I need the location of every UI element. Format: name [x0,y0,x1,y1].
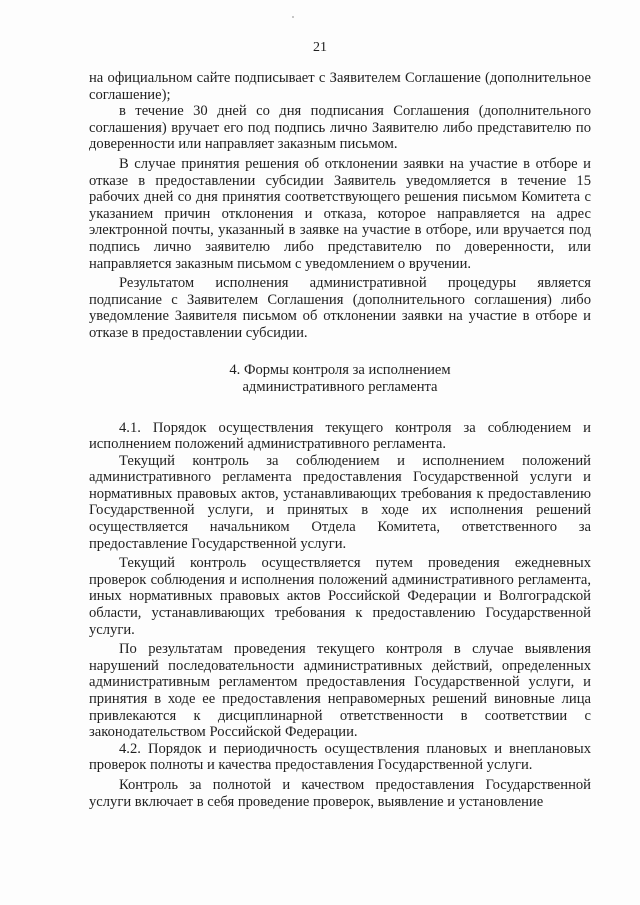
paragraph-4-1: 4.1. Порядок осуществления текущего контроля за соблюдением и исполнением положений административного регламента. [89,419,591,453]
paragraph-quality-control: Контроль за полнотой и качеством предоставления Государственной услуги включает в себя проведение проверок, выявление и установление [89,776,591,810]
paragraph-signing-agreement: на официальном сайте подписывает с Заявителем Соглашение (дополнительное соглашение); [89,70,591,103]
document-body [89,70,591,810]
paragraph-4-2: 4.2. Порядок и периодичность осуществления плановых и внеплановых проверок полноты и качества предоставления Государственной услуги. [89,740,591,774]
paragraph-rejection-notice: В случае принятия решения об отклонении заявки на участие в отборе и отказе в предоставлении субсидии Заявитель уведомляется в течение 15 рабочих дней со дня принятия соответствующего решения письмом Комитета с указанием причин отклонения и отказа, которое направляется на адрес электронной почты, указанный в заявке на участие в отборе, или вручается под подпись лично заявителю либо представителю по доверенности, или направляется заказным письмом с уведомлением о вручении. [89,155,591,272]
section-heading-line1: 4. Формы контроля за исполнением [229,361,451,378]
section-heading-line2: административного регламента [242,378,438,395]
page-number: 21 [313,40,327,55]
section-heading [89,362,591,396]
paragraph-30-days: в течение 30 дней со дня подписания Соглашения (дополнительного соглашения) вручает его под подпись лично Заявителю либо представителю по доверенности или направляет заказным письмом. [89,103,591,153]
paragraph-violations: По результатам проведения текущего контроля в случае выявления нарушений последовательности административных действий, определенных административным регламентом предоставления Государственной услуги, и принятия в ходе ее предоставления неправомерных решений виновные лица привлекаются к дисциплинарной ответственности в соответствии с законодательством Российской Федерации. [89,641,591,741]
paragraph-current-control: Текущий контроль за соблюдением и исполнением положений административного регламента предоставления Государственной услуги и нормативных правовых актов, устанавливающих требования к предоставлению Государственной услуги, и принятых в ходе их исполнения решений осуществляется начальником Отдела Комитета, ответственного за предоставление Государственной услуги. [89,452,591,552]
paragraph-daily-checks: Текущий контроль осуществляется путем проведения ежедневных проверок соблюдения и исполнения положений административного регламента, иных нормативных правовых актов Российской Федерации и Волгоградской области, устанавливающих требования к предоставлению Государственной услуги. [89,555,591,638]
scan-speck [292,16,294,18]
paragraph-procedure-result: Результатом исполнения административной процедуры является подписание с Заявителем Соглашения (дополнительного соглашения) либо уведомление Заявителя письмом об отклонении заявки на участие в отборе и отказе в предоставлении субсидии. [89,275,591,341]
